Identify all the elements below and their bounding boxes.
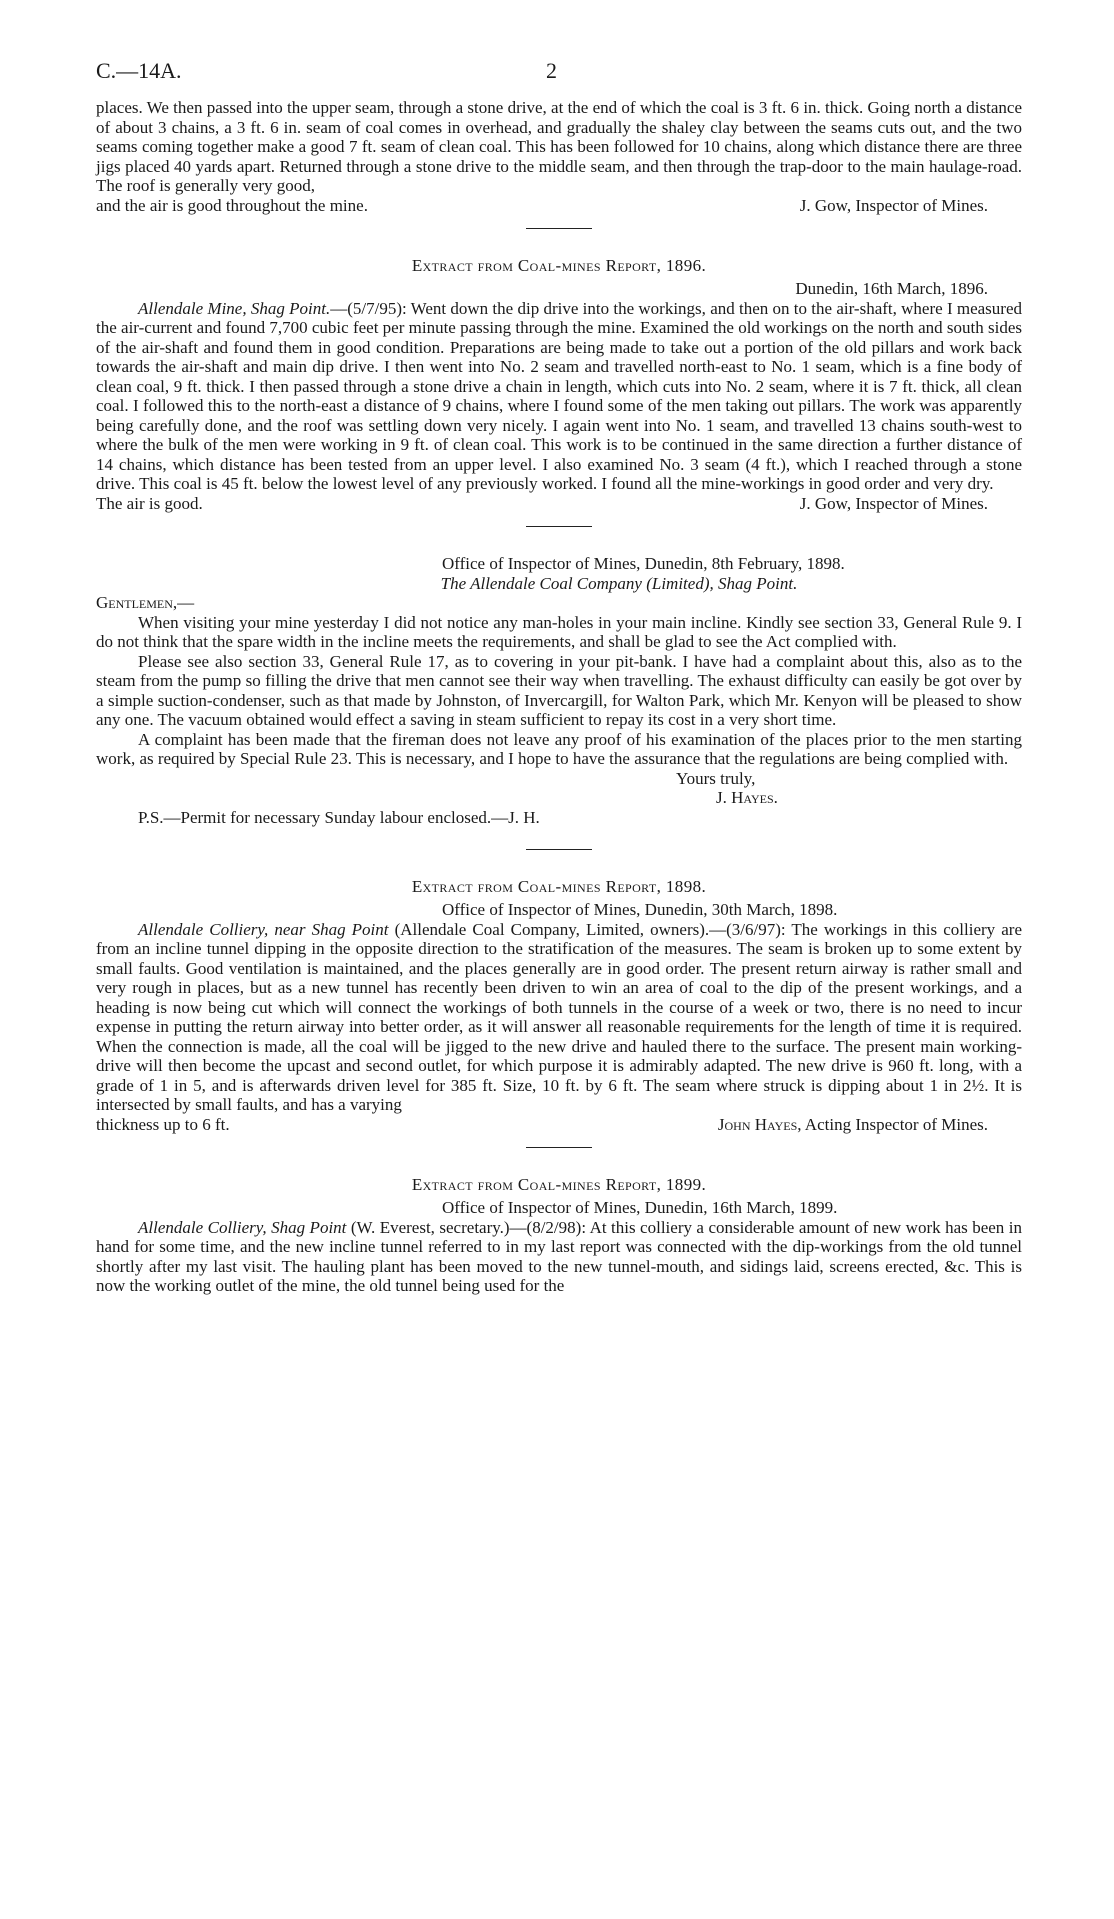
letter-1898 [96, 554, 1022, 827]
letter-office-line: Office of Inspector of Mines, Dunedin, 8th February, 1898. [442, 554, 845, 573]
opening-section [96, 98, 1022, 215]
report-1896-place-date: Dunedin, 16th March, 1896. [795, 279, 988, 298]
report-1896-body [96, 299, 1022, 494]
section-divider [526, 849, 592, 850]
section-divider [526, 1147, 592, 1148]
letter-paragraph: Please see also section 33, General Rule 17, as to covering in your pit-bank. I have had a complaint about this, also as to the steam from the pump so filling the drive that men cannot see their way when travelling. The exhaust difficulty can easily be got over by a simple suction-condenser, such as that made by Johnston, of Invercargill, for Walton Park, which Mr. Kenyon will be pleased to show any one. The vacuum obtained would effect a saving in steam sufficient to repay its cost in a very short time. [96, 651, 1022, 729]
report-1896 [96, 256, 1022, 513]
report-1898-last-line: thickness up to 6 ft. [96, 1114, 230, 1134]
letter-postscript: P.S.—Permit for necessary Sunday labour enclosed.—J. H. [138, 807, 540, 827]
letter-salutation: Gentlemen,— [96, 593, 195, 612]
page-header [96, 58, 1022, 98]
letter-closing: Yours truly, [676, 768, 756, 788]
report-1898-signature-name: John Hayes [717, 1114, 798, 1134]
report-1898-text: (Allendale Coal Company, Limited, owners).—(3/6/97): The workings in this colliery are from an incline tunnel dipping in the opposite direction to the stratification of the measures. The seam is broken up to some extent by small faults. Good ventilation is maintained, and the places generally are in good order. The present return airway is rather small and very rough in places, but as a new tunnel has recently been driven to win an area of coal to the dip of the present workings, and a heading is now being cut which will connect the workings of both tunnels in the course of a week or two, there is no need to incur expense in putting the return airway into better order, as it will answer all reasonable requirements for the length of time it is required. When the connection is made, all the coal will be jigged to the new drive and hauled there to the surface. The present main working-drive will then become the upcast and second outlet, for which purpose it is admirably adapted. The new drive is 960 ft. long, with a grade of 1 in 5, and is afterwards driven level for 385 ft. Size, 10 ft. by 6 ft. The seam where struck is dipping about 1 in 2½. It is intersected by small faults, and has a varying [96, 919, 1022, 1114]
section-divider [526, 228, 592, 229]
document-reference: C.—14A. [96, 58, 182, 83]
report-1896-text: —(5/7/95): Went down the dip drive into the workings, and then on to the air-shaft, where I measured the air-current and found 7,700 cubic feet per minute passing through the mine. Examined the old workings on the north and south sides of the air-shaft and found them in good condition. Preparations are being made to take out a portion of the old pillars and work back towards the air-shaft and main dip drive. I then went into No. 2 seam and travelled north-east to No. 1 seam, which is a fine body of clean coal, 9 ft. thick. I then passed through a stone drive a chain in length, which cuts into No. 2 seam, where it is 7 ft. thick, all clean coal. I followed this to the north-east a distance of 9 chains, where I found some of the men taking out pillars. The work was apparently being carefully done, and the roof was settling down very nicely. I again went into No. 1 seam, and travelled 13 chains south-west to where the bulk of the men were working in 9 ft. of clean coal. This work is to be continued in the same direction a further distance of 14 chains, which distance has been tested from an upper level. I also examined No. 3 seam (4 ft.), which I reached through a stone drive. This coal is 45 ft. below the lowest level of any previously worked. I found all the mine-workings in good order and very dry. [96, 298, 1023, 493]
report-1899-text: (W. Everest, secretary.)—(8/2/98): At this colliery a considerable amount of new work has been in hand for some time, and the new incline tunnel referred to in my last report was connected with the dip-workings from the old tunnel shortly after my last visit. The hauling plant has been moved to the new tunnel-mouth, and sidings laid, screens erected, &c. This is now the working outlet of the mine, the old tunnel being used for the [96, 1217, 1022, 1295]
report-1898-heading: Extract from Coal-mines Report, 1898. [411, 877, 707, 896]
opening-paragraph: places. We then passed into the upper seam, through a stone drive, at the end of which the coal is 3 ft. 6 in. thick. Going north a distance of about 3 chains, a 3 ft. 6 in. seam of coal comes in overhead, and gradually the shaley clay between the seams cuts out, and the two seams coming together make a good 7 ft. seam of clean coal. This has been followed for 10 chains, along which distance there are three jigs placed 40 yards apart. Returned through a stone drive to the middle seam, and then through the trap-door to the main haulage-road. The roof is generally very good, [96, 98, 1022, 195]
letter-addressee [96, 574, 1022, 594]
report-1899-place-date: Office of Inspector of Mines, Dunedin, 16th March, 1899. [442, 1198, 838, 1217]
opening-last-line: and the air is good throughout the mine. [96, 195, 368, 215]
report-1899 [96, 1175, 1022, 1296]
report-1898-signature-title: , Acting Inspector of Mines. [797, 1114, 988, 1134]
report-1898-signature [718, 1115, 1022, 1135]
report-1898 [96, 877, 1022, 1134]
report-1898-signature-line [96, 1115, 1022, 1135]
letter-signature: J. Hayes. [716, 788, 778, 807]
report-1898-place-date: Office of Inspector of Mines, Dunedin, 30th March, 1898. [442, 900, 838, 919]
letter-addressee-text: The Allendale Coal Company (Limited), Shag Point. [440, 573, 798, 593]
letter-paragraph: When visiting your mine yesterday I did not notice any man-holes in your main incline. Kindly see section 33, General Rule 9. I do not think that the spare width in the incline meets the requirements, and shall be glad to see the Act complied with. [96, 612, 1022, 651]
report-1896-last-line: The air is good. [96, 493, 203, 513]
report-1896-signature-line [96, 494, 1022, 514]
report-1899-lead: Allendale Colliery, Shag Point [138, 1217, 347, 1237]
document-page [96, 58, 1022, 1296]
report-1896-heading: Extract from Coal-mines Report, 1896. [411, 256, 707, 275]
report-1896-lead: Allendale Mine, Shag Point. [138, 298, 331, 318]
opening-signature: J. Gow, Inspector of Mines. [799, 195, 988, 215]
section-divider [526, 526, 592, 527]
opening-signature-line [96, 196, 1022, 216]
page-number: 2 [546, 58, 557, 83]
report-1899-heading: Extract from Coal-mines Report, 1899. [411, 1175, 707, 1194]
report-1899-body [96, 1218, 1022, 1296]
report-1898-body [96, 920, 1022, 1115]
letter-paragraph: A complaint has been made that the fireman does not leave any proof of his examination of the places prior to the men starting work, as required by Special Rule 23. This is necessary, and I hope to have the assurance that the regulations are being complied with. [96, 729, 1022, 768]
report-1898-lead: Allendale Colliery, near Shag Point [138, 919, 389, 939]
report-1896-signature: J. Gow, Inspector of Mines. [799, 493, 988, 513]
